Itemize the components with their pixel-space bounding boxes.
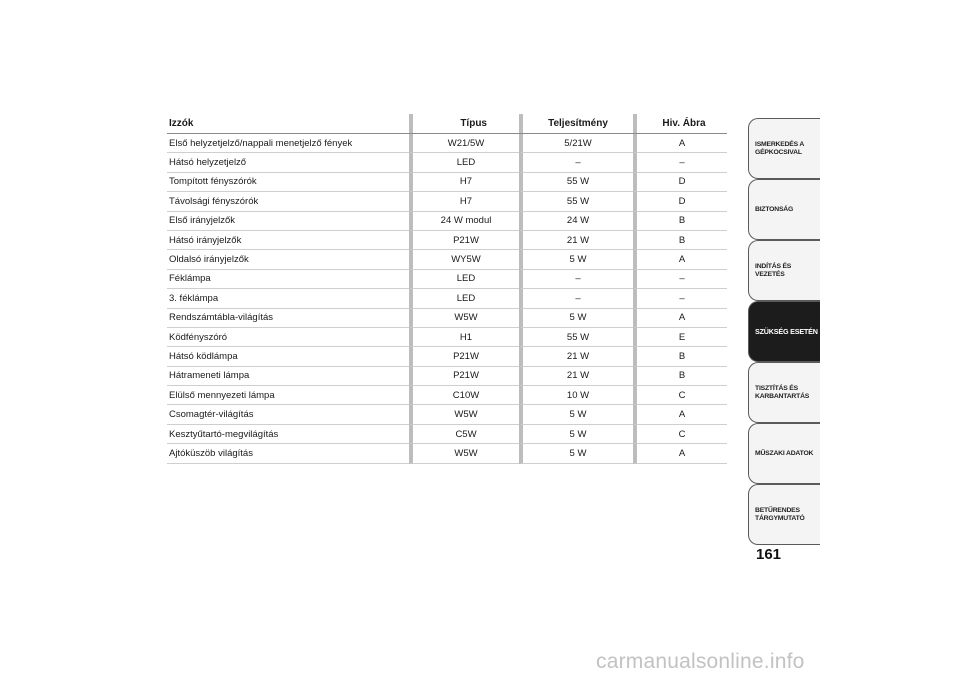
table-body — [167, 134, 727, 464]
cell-power: 5 W — [519, 309, 633, 328]
cell-bulb: Tompított fényszórók — [167, 173, 409, 192]
cell-power: 5 W — [519, 425, 633, 444]
cell-power: 55 W — [519, 192, 633, 211]
table-row — [167, 250, 727, 269]
cell-figure-ref: D — [633, 192, 727, 211]
table-row — [167, 192, 727, 211]
cell-power: 21 W — [519, 347, 633, 366]
cell-figure-ref: C — [633, 386, 727, 405]
cell-figure-ref: B — [633, 231, 727, 250]
cell-bulb: Oldalsó irányjelzők — [167, 250, 409, 269]
cell-bulb: Rendszámtábla-világítás — [167, 309, 409, 328]
cell-figure-ref: B — [633, 347, 727, 366]
cell-figure-ref: – — [633, 153, 727, 172]
header-type: Típus — [409, 114, 519, 133]
bulb-table — [167, 114, 727, 464]
cell-type: C5W — [409, 425, 519, 444]
cell-bulb: Csomagtér-világítás — [167, 405, 409, 424]
table-row — [167, 328, 727, 347]
cell-bulb: Elülső mennyezeti lámpa — [167, 386, 409, 405]
cell-type: LED — [409, 289, 519, 308]
cell-power: 5 W — [519, 405, 633, 424]
cell-type: P21W — [409, 367, 519, 386]
header-power: Teljesítmény — [519, 114, 633, 133]
cell-figure-ref: – — [633, 289, 727, 308]
chapter-tab[interactable] — [748, 423, 820, 484]
chapter-tab-label: TISZTÍTÁS ÉS KARBANTARTÁS — [755, 384, 810, 400]
cell-figure-ref: C — [633, 425, 727, 444]
cell-type: W5W — [409, 405, 519, 424]
cell-figure-ref: A — [633, 405, 727, 424]
table-row — [167, 153, 727, 172]
table-row — [167, 173, 727, 192]
cell-figure-ref: A — [633, 309, 727, 328]
cell-figure-ref: E — [633, 328, 727, 347]
cell-figure-ref: A — [633, 134, 727, 153]
cell-type: WY5W — [409, 250, 519, 269]
chapter-tab-label: ISMERKEDÉS A GÉPKOCSIVAL — [755, 140, 804, 156]
table-row — [167, 289, 727, 308]
cell-bulb: Ajtóküszöb világítás — [167, 444, 409, 463]
cell-type: LED — [409, 153, 519, 172]
table-row — [167, 425, 727, 444]
table-row — [167, 212, 727, 231]
table-row — [167, 367, 727, 386]
cell-type: H7 — [409, 173, 519, 192]
table-header — [167, 114, 727, 134]
cell-figure-ref: A — [633, 250, 727, 269]
cell-type: H1 — [409, 328, 519, 347]
table-row — [167, 309, 727, 328]
cell-bulb: Féklámpa — [167, 270, 409, 289]
cell-figure-ref: B — [633, 212, 727, 231]
header-bulbs: Izzók — [169, 118, 194, 129]
cell-type: 24 W modul — [409, 212, 519, 231]
cell-power: 10 W — [519, 386, 633, 405]
cell-bulb: Első irányjelzők — [167, 212, 409, 231]
cell-bulb: Hátsó helyzetjelző — [167, 153, 409, 172]
chapter-tab-label: MŰSZAKI ADATOK — [755, 449, 814, 457]
cell-bulb: Hátsó ködlámpa — [167, 347, 409, 366]
cell-bulb: Hátsó irányjelzők — [167, 231, 409, 250]
cell-power: – — [519, 153, 633, 172]
page-number: 161 — [756, 546, 782, 563]
chapter-tab-label: BETŰRENDES TÁRGYMUTATÓ — [755, 506, 805, 522]
watermark: carmanualsonline.info — [596, 650, 805, 673]
cell-type: LED — [409, 270, 519, 289]
cell-type: W21/5W — [409, 134, 519, 153]
cell-bulb: Kesztyűtartó-megvilágítás — [167, 425, 409, 444]
cell-figure-ref: D — [633, 173, 727, 192]
cell-bulb: Távolsági fényszórók — [167, 192, 409, 211]
chapter-tab[interactable] — [748, 484, 820, 545]
cell-power: – — [519, 270, 633, 289]
header-figure-ref: Hiv. Ábra — [633, 114, 727, 133]
table-row — [167, 134, 727, 153]
chapter-tab-label: BIZTONSÁG — [755, 205, 794, 213]
chapter-tab[interactable] — [748, 240, 820, 301]
table-row — [167, 231, 727, 250]
cell-power: 5/21W — [519, 134, 633, 153]
table-row — [167, 444, 727, 463]
cell-power: 21 W — [519, 367, 633, 386]
cell-type: P21W — [409, 347, 519, 366]
cell-bulb: 3. féklámpa — [167, 289, 409, 308]
table-row — [167, 405, 727, 424]
cell-figure-ref: – — [633, 270, 727, 289]
table-row — [167, 386, 727, 405]
chapter-tab[interactable] — [748, 118, 820, 179]
chapter-tab[interactable] — [748, 179, 820, 240]
cell-figure-ref: B — [633, 367, 727, 386]
cell-bulb: Ködfényszóró — [167, 328, 409, 347]
cell-power: 21 W — [519, 231, 633, 250]
cell-power: 5 W — [519, 250, 633, 269]
cell-figure-ref: A — [633, 444, 727, 463]
cell-power: 5 W — [519, 444, 633, 463]
chapter-tab[interactable] — [748, 301, 820, 362]
cell-power: 55 W — [519, 328, 633, 347]
cell-type: C10W — [409, 386, 519, 405]
chapter-tab[interactable] — [748, 362, 820, 423]
table-row — [167, 347, 727, 366]
cell-type: P21W — [409, 231, 519, 250]
cell-power: – — [519, 289, 633, 308]
cell-type: W5W — [409, 444, 519, 463]
chapter-tab-label: INDÍTÁS ÉS VEZETÉS — [755, 262, 792, 278]
cell-bulb: Hátrameneti lámpa — [167, 367, 409, 386]
cell-type: W5W — [409, 309, 519, 328]
cell-bulb: Első helyzetjelző/nappali menetjelző fények — [167, 134, 409, 153]
chapter-tab-label: SZÜKSÉG ESETÉN — [755, 326, 818, 336]
cell-power: 55 W — [519, 173, 633, 192]
cell-power: 24 W — [519, 212, 633, 231]
table-row — [167, 270, 727, 289]
cell-type: H7 — [409, 192, 519, 211]
chapter-tabs — [748, 118, 820, 545]
